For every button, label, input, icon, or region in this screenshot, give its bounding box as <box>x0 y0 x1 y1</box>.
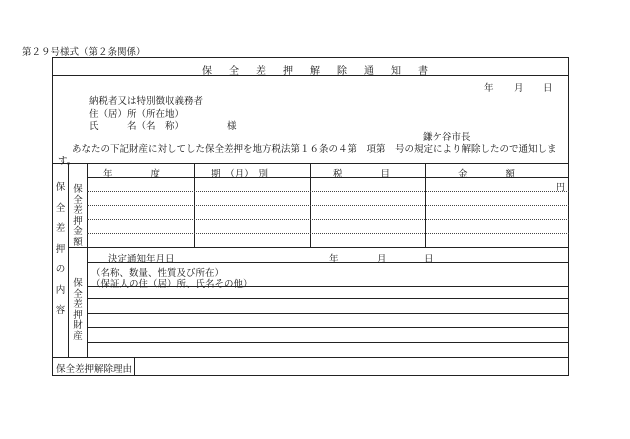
decision-date-day: 日 <box>424 254 434 265</box>
form-title: 保全差押解除通知書 <box>202 66 445 77</box>
property-note-guarantor: （保証人の住（居）所、氏名その他） <box>91 279 253 290</box>
content-section-bottom <box>52 357 569 358</box>
currency-unit: 円 <box>556 183 566 193</box>
amount-row-line <box>87 233 569 234</box>
decision-date-month: 月 <box>377 254 387 265</box>
header-divider <box>87 177 569 178</box>
property-row-line <box>87 342 569 343</box>
name-label: 氏 名（名 称） <box>89 121 185 132</box>
notice-text-line2: す。 <box>58 156 77 167</box>
header-amount: 金 額 <box>458 169 516 180</box>
notice-text-line1: あなたの下記財産に対してした保全差押を地方税法第１６条の４第 項第 号の規定により解除したので通知しま <box>72 144 557 155</box>
decision-date-bottom <box>87 262 569 263</box>
address-label: 住（居）所（所在地） <box>89 109 185 120</box>
amount-section-label: 保 全 差 押 金 額 <box>73 184 83 248</box>
amount-section-bottom <box>68 247 569 248</box>
property-row-line <box>87 298 569 299</box>
release-reason-divider <box>134 357 135 376</box>
date-month: 月 <box>514 83 524 94</box>
header-tax: 税 目 <box>333 169 391 180</box>
date-day: 日 <box>543 83 553 94</box>
property-row-line <box>87 327 569 328</box>
property-section-label: 保 全 差 押 財 産 <box>73 278 83 342</box>
amount-row-line <box>87 205 569 206</box>
header-period: 期 （月） 別 <box>211 169 269 180</box>
date-year: 年 <box>484 83 494 94</box>
property-row-line <box>87 313 569 314</box>
amount-row-line <box>87 219 569 220</box>
decision-date-label: 決定通知年月日 <box>108 254 175 265</box>
header-year: 年 度 <box>103 169 161 180</box>
amount-row-line <box>87 191 569 192</box>
title-divider <box>52 75 569 76</box>
honorific: 様 <box>227 121 237 132</box>
property-note-description: （名称、数量、性質及び所在） <box>91 268 225 279</box>
taxpayer-label: 納税者又は特別徴収義務者 <box>89 96 204 107</box>
outer-section-label: 保 全 差 押 の 内 容 <box>55 182 66 316</box>
decision-date-year: 年 <box>329 254 339 265</box>
property-row-line <box>87 286 569 287</box>
form-number: 第２９号様式（第２条関係） <box>22 47 146 58</box>
release-reason-label: 保全差押解除理由 <box>56 364 133 375</box>
issuer: 鎌ケ谷市長 <box>423 132 471 143</box>
